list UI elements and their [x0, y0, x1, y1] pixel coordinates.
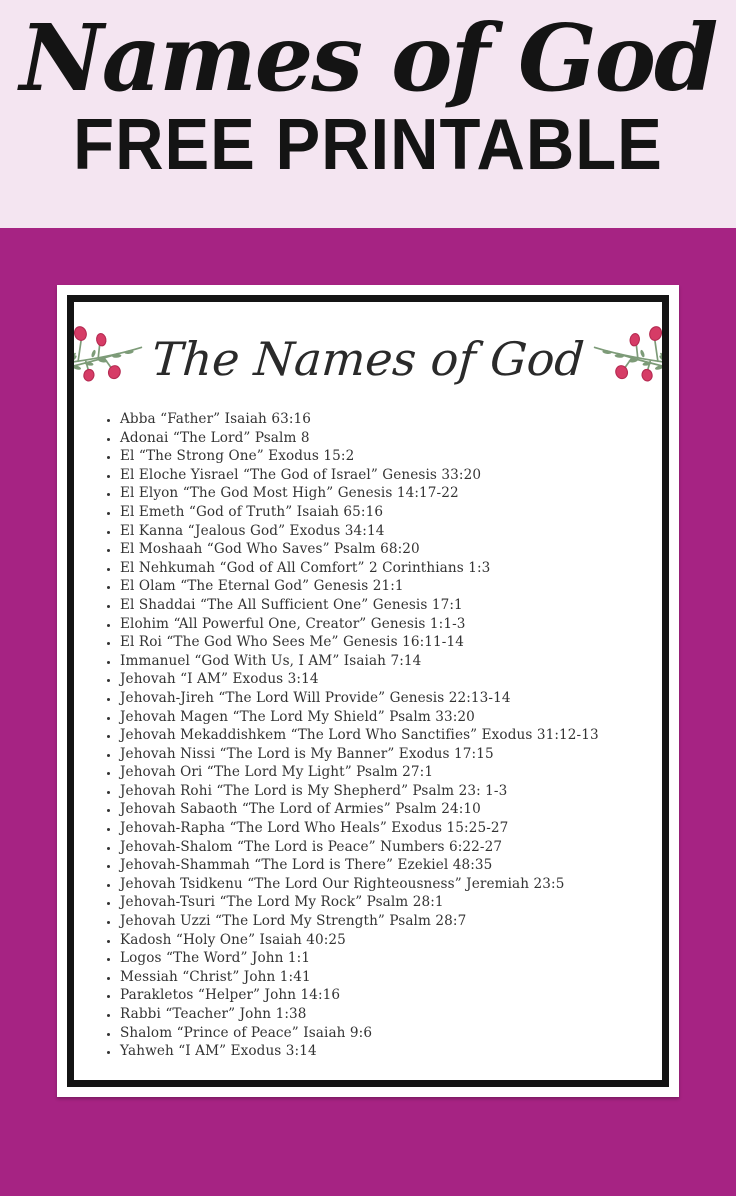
poster-title: Names of God [19, 4, 717, 112]
list-item: • Jehovah-Jireh “The Lord Will Provide” Genesis 22:13-14 [120, 689, 646, 708]
list-item: • El “The Strong One” Exodus 15:2 [120, 447, 646, 466]
card-title: The Names of God [150, 332, 586, 386]
poster-subtitle: FREE PRINTABLE [73, 104, 663, 186]
list-item: • Jehovah Nissi “The Lord is My Banner” Exodus 17:15 [120, 745, 646, 764]
flower-spray-icon [67, 324, 146, 394]
list-item: • El Roi “The God Who Sees Me” Genesis 16:11-14 [120, 633, 646, 652]
names-list [90, 410, 646, 1061]
list-item: • Jehovah Uzzi “The Lord My Strength” Psalm 28:7 [120, 912, 646, 931]
list-item: • Jehovah Magen “The Lord My Shield” Psalm 33:20 [120, 708, 646, 727]
list-item: • Abba “Father” Isaiah 63:16 [120, 410, 646, 429]
list-item: • Jehovah “I AM” Exodus 3:14 [120, 670, 646, 689]
list-item: • Yahweh “I AM” Exodus 3:14 [120, 1042, 646, 1061]
list-item: • El Kanna “Jealous God” Exodus 34:14 [120, 522, 646, 541]
list-item: • Jehovah Rohi “The Lord is My Shepherd” Psalm 23: 1-3 [120, 782, 646, 801]
list-item: • Rabbi “Teacher” John 1:38 [120, 1005, 646, 1024]
list-item: • Jehovah Ori “The Lord My Light” Psalm 27:1 [120, 763, 646, 782]
list-item: • Jehovah-Shalom “The Lord is Peace” Numbers 6:22-27 [120, 838, 646, 857]
list-item: • Shalom “Prince of Peace” Isaiah 9:6 [120, 1024, 646, 1043]
list-item: • Jehovah Tsidkenu “The Lord Our Righteousness” Jeremiah 23:5 [120, 875, 646, 894]
list-item: • Jehovah Mekaddishkem “The Lord Who Sanctifies” Exodus 31:12-13 [120, 726, 646, 745]
list-item: • El Eloche Yisrael “The God of Israel” Genesis 33:20 [120, 466, 646, 485]
list-item: • Messiah “Christ” John 1:41 [120, 968, 646, 987]
list-item: • Logos “The Word” John 1:1 [120, 949, 646, 968]
list-item: • Kadosh “Holy One” Isaiah 40:25 [120, 931, 646, 950]
list-item: • El Nehkumah “God of All Comfort” 2 Corinthians 1:3 [120, 559, 646, 578]
printable-card-border [67, 295, 669, 1087]
list-item: • Elohim “All Powerful One, Creator” Genesis 1:1-3 [120, 615, 646, 634]
list-item: • El Shaddai “The All Sufficient One” Genesis 17:1 [120, 596, 646, 615]
list-item: • Jehovah Sabaoth “The Lord of Armies” Psalm 24:10 [120, 800, 646, 819]
list-item: • Jehovah-Rapha “The Lord Who Heals” Exodus 15:25-27 [120, 819, 646, 838]
card-header [90, 316, 646, 402]
list-item: • Jehovah-Shammah “The Lord is There” Ezekiel 48:35 [120, 856, 646, 875]
flower-spray-icon [590, 324, 669, 394]
list-item: • El Moshaah “God Who Saves” Psalm 68:20 [120, 540, 646, 559]
list-item: • Immanuel “God With Us, I AM” Isaiah 7:14 [120, 652, 646, 671]
list-item: • El Emeth “God of Truth” Isaiah 65:16 [120, 503, 646, 522]
list-item: • Adonai “The Lord” Psalm 8 [120, 429, 646, 448]
printable-card [57, 285, 679, 1097]
list-item: • Parakletos “Helper” John 14:16 [120, 986, 646, 1005]
list-item: • El Olam “The Eternal God” Genesis 21:1 [120, 577, 646, 596]
list-item: • Jehovah-Tsuri “The Lord My Rock” Psalm 28:1 [120, 893, 646, 912]
poster-body [0, 228, 736, 1196]
list-item: • El Elyon “The God Most High” Genesis 14:17-22 [120, 484, 646, 503]
poster-banner [0, 0, 736, 228]
